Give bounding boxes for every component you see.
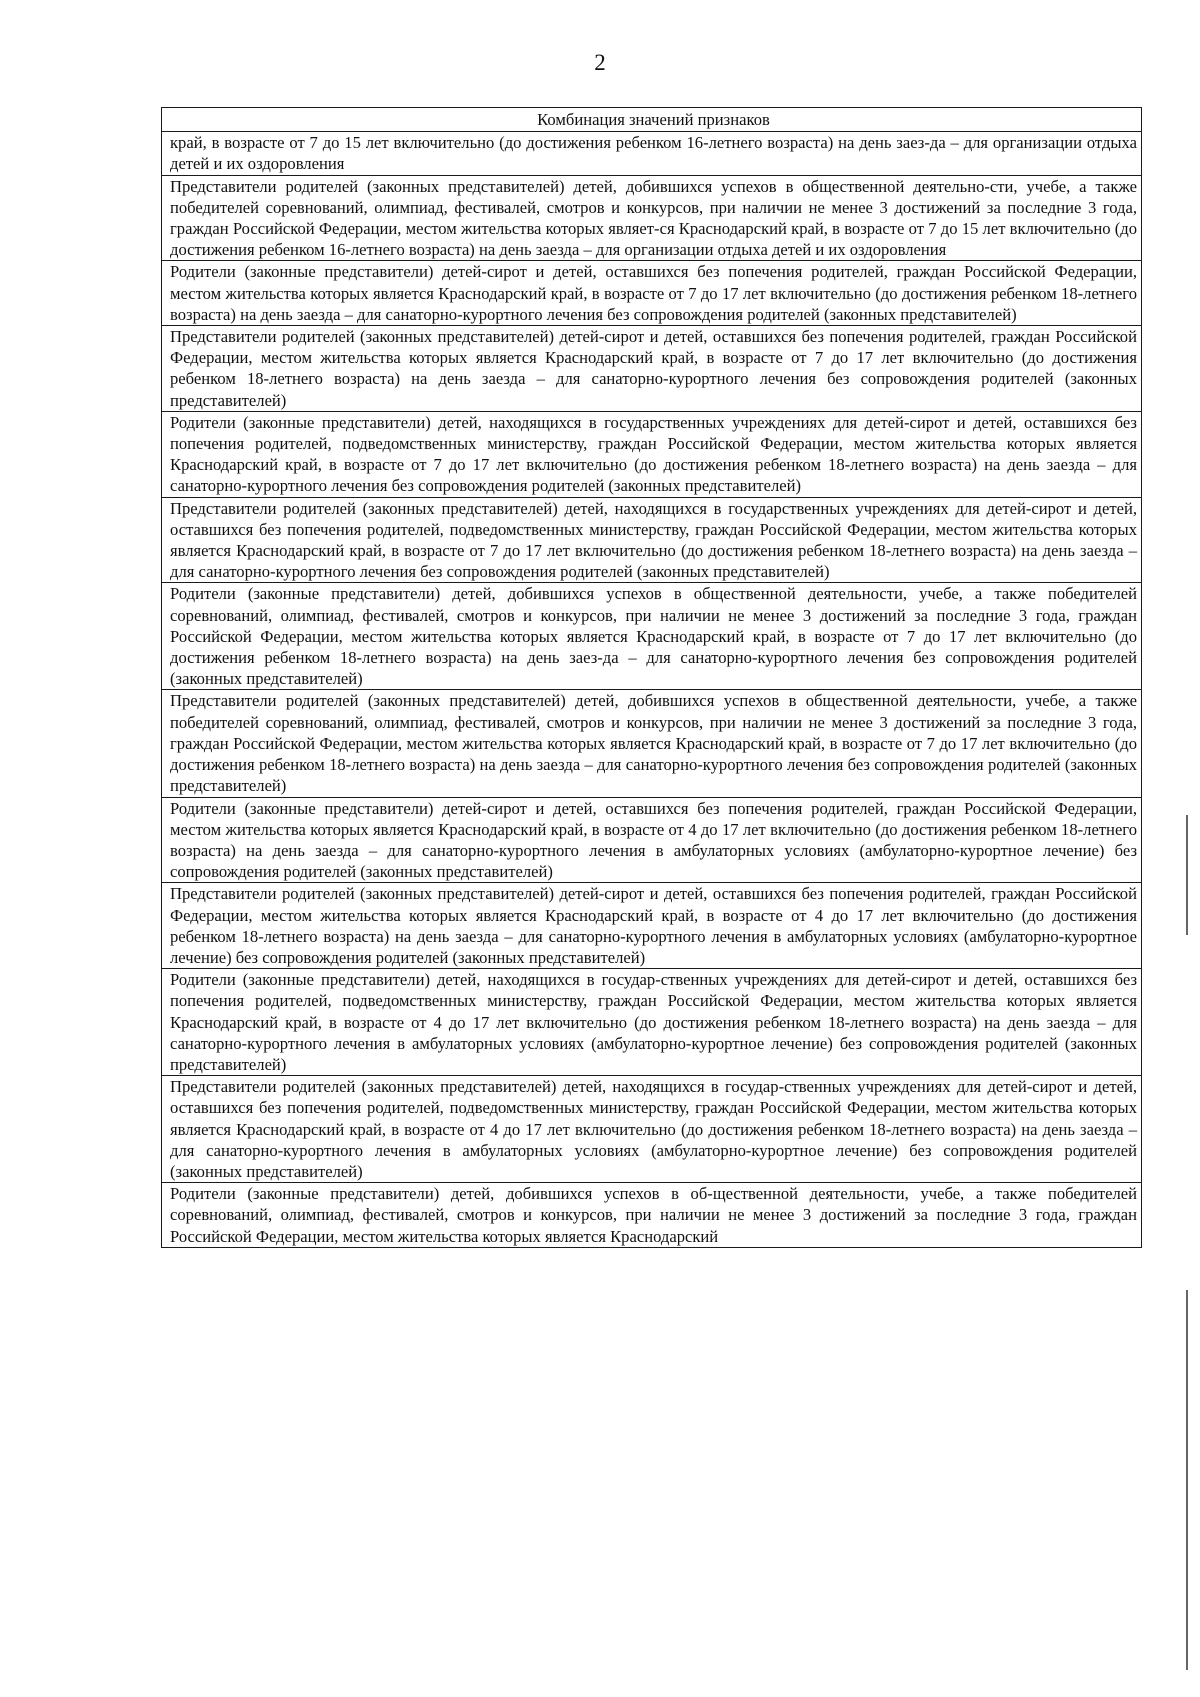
table-cell: Родители (законные представители) детей, добившихся успехов в об-щественной деятельности, учебе, а также победителей соревнований, олимпиад, фестивалей, смотров и конкурсов, при наличии не менее 3 достижений за последние 3 года, граждан Российской Федерации, местом жительства которых является Краснодарский (162, 1183, 1142, 1248)
table-row (162, 132, 1142, 175)
table-cell: Представители родителей (законных представителей) детей, находящихся в государственных учреждениях для детей-сирот и детей, оставшихся без попечения родителей, подведомственных министерству, граждан Российской Федерации, местом жительства которых является Краснодарский край, в возрасте от 7 до 17 лет включительно (до достижения ребенком 18-летнего возраста) на день заезда – для санаторно-курортного лечения без сопровождения родителей (законных представителей) (162, 497, 1142, 583)
table-row (162, 690, 1142, 797)
table-header-cell: Комбинация значений признаков (162, 108, 1142, 132)
table-row (162, 497, 1142, 583)
table-cell: Родители (законные представители) детей, находящихся в государственных учреждениях для детей-сирот и детей, оставшихся без попечения родителей, подведомственных министерству, граждан Российской Федерации, местом жительства которых является Краснодарский край, в возрасте от 7 до 17 лет включительно (до достижения ребенком 18-летнего возраста) на день заезда – для санаторно-курортного лечения без сопровождения родителей (законных представителей) (162, 411, 1142, 497)
criteria-combination-table (161, 107, 1142, 1248)
table-cell: край, в возрасте от 7 до 15 лет включительно (до достижения ребенком 16-летнего возраста) на день заез-да – для организации отдыха детей и их оздоровления (162, 132, 1142, 175)
table-cell: Родители (законные представители) детей-сирот и детей, оставшихся без попечения родителей, граждан Российской Федерации, местом жительства которых является Краснодарский край, в возрасте от 7 до 17 лет включительно (до достижения ребенком 18-летнего возраста) на день заезда – для санаторно-курортного лечения без сопровождения родителей (законных представителей) (162, 261, 1142, 326)
table-row (162, 1076, 1142, 1183)
table-cell: Родители (законные представители) детей-сирот и детей, оставшихся без попечения родителей, граждан Российской Федерации, местом жительства которых является Краснодарский край, в возрасте от 4 до 17 лет включительно (до достижения ребенком 18-летнего возраста) на день заезда – для санаторно-курортного лечения в амбулаторных условиях (амбулаторно-курортное лечение) без сопровождения родителей (законных представителей) (162, 797, 1142, 883)
table-row (162, 261, 1142, 326)
scan-margin-mark (1186, 1290, 1188, 1670)
table-cell: Представители родителей (законных представителей) детей, находящихся в государ-ственных учреждениях для детей-сирот и детей, оставшихся без попечения родителей, подведомственных министерству, граждан Российской Федерации, местом жительства которых является Краснодарский край, в возрасте от 4 до 17 лет включительно (до достижения ребенком 18-летнего возраста) на день заезда – для санаторно-курортного лечения в амбулаторных условиях (амбулаторно-курортное лечение) без сопровождения родителей (законных представителей) (162, 1076, 1142, 1183)
table-row (162, 883, 1142, 969)
table-cell: Родители (законные представители) детей, добившихся успехов в общественной деятельности, учебе, а также победителей соревнований, олимпиад, фестивалей, смотров и конкурсов, при наличии не менее 3 достижений за последние 3 года, граждан Российской Федерации, местом жительства которых является Краснодарский край, в возрасте от 7 до 17 лет включительно (до достижения ребенком 18-летнего возраста) на день заез-да – для санаторно-курортного лечения без сопровождения родителей (законных представителей) (162, 583, 1142, 690)
table-header-row (162, 108, 1142, 132)
table-row (162, 326, 1142, 412)
table-cell: Представители родителей (законных представителей) детей, добившихся успехов в общественной деятельно-сти, учебе, а также победителей соревнований, олимпиад, фестивалей, смотров и конкурсов, при наличии не менее 3 достижений за последние 3 года, граждан Российской Федерации, местом жительства которых являет-ся Краснодарский край, в возрасте от 7 до 15 лет включительно (до достижения ребенком 16-летнего возраста) на день заезда – для организации отдыха детей и их оздоровления (162, 175, 1142, 261)
table-row (162, 583, 1142, 690)
table-row (162, 411, 1142, 497)
table-row (162, 969, 1142, 1076)
page-number: 2 (594, 50, 606, 75)
table-row (162, 1183, 1142, 1248)
scan-margin-mark (1186, 815, 1188, 935)
table-cell: Представители родителей (законных представителей) детей, добившихся успехов в общественной деятельности, учебе, а также победителей соревнований, олимпиад, фестивалей, смотров и конкурсов, при наличии не менее 3 достижений за последние 3 года, граждан Российской Федерации, местом жительства которых является Краснодарский край, в возрасте от 7 до 17 лет включительно (до достижения ребенком 18-летнего возраста) на день заезда – для санаторно-курортного лечения без сопровождения родителей (законных представителей) (162, 690, 1142, 797)
table-cell: Представители родителей (законных представителей) детей-сирот и детей, оставшихся без попечения родителей, граждан Российской Федерации, местом жительства которых является Краснодарский край, в возрасте от 4 до 17 лет включительно (до достижения ребенком 18-летнего возраста) на день заезда – для санаторно-курортного лечения в амбулаторных условиях (амбулаторно-курортное лечение) без сопровождения родителей (законных представителей) (162, 883, 1142, 969)
table-cell: Родители (законные представители) детей, находящихся в государ-ственных учреждениях для детей-сирот и детей, оставшихся без попечения родителей, подведомственных министерству, граждан Российской Федерации, местом жительства которых является Краснодарский край, в возрасте от 4 до 17 лет включительно (до достижения ребенком 18-летнего возраста) на день заезда – для санаторно-курортного лечения в амбулаторных условиях (амбулаторно-курортное лечение) без сопровождения родителей (законных представителей) (162, 969, 1142, 1076)
table-cell: Представители родителей (законных представителей) детей-сирот и детей, оставшихся без попечения родителей, граждан Российской Федерации, местом жительства которых является Краснодарский край, в возрасте от 7 до 17 лет включительно (до достижения ребенком 18-летнего возраста) на день заезда – для санаторно-курортного лечения без сопровождения родителей (законных представителей) (162, 326, 1142, 412)
table-row (162, 797, 1142, 883)
table-row (162, 175, 1142, 261)
